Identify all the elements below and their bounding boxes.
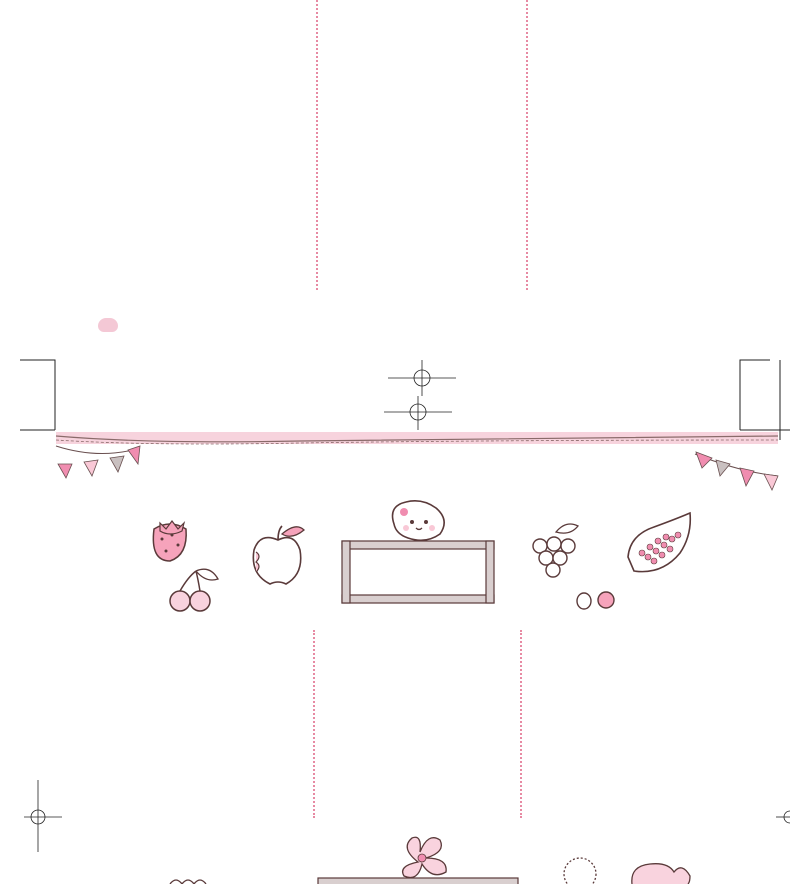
flower-icon: [403, 837, 447, 877]
wood-frame: [340, 539, 496, 605]
registration-mark: [24, 780, 64, 860]
column-divider: [520, 630, 522, 818]
page-number-badge: [98, 318, 118, 332]
strawberry-cherry-icon: [140, 505, 260, 615]
registration-mark: [384, 396, 452, 430]
section-title-box: [344, 543, 492, 601]
column-divider: [313, 630, 315, 818]
pomegranate-icon: [624, 505, 698, 577]
page-footer: [98, 318, 121, 332]
crop-mark: [776, 800, 790, 830]
apple-icon: [248, 522, 312, 592]
column-divider: [316, 0, 318, 290]
next-page-decorations: [150, 832, 710, 884]
berry-icon: [572, 588, 620, 614]
column-divider: [526, 0, 528, 290]
grape-icon: [526, 520, 592, 586]
bunting-band: [0, 426, 790, 496]
registration-mark: [388, 360, 456, 396]
mascot-icon: [386, 498, 454, 544]
